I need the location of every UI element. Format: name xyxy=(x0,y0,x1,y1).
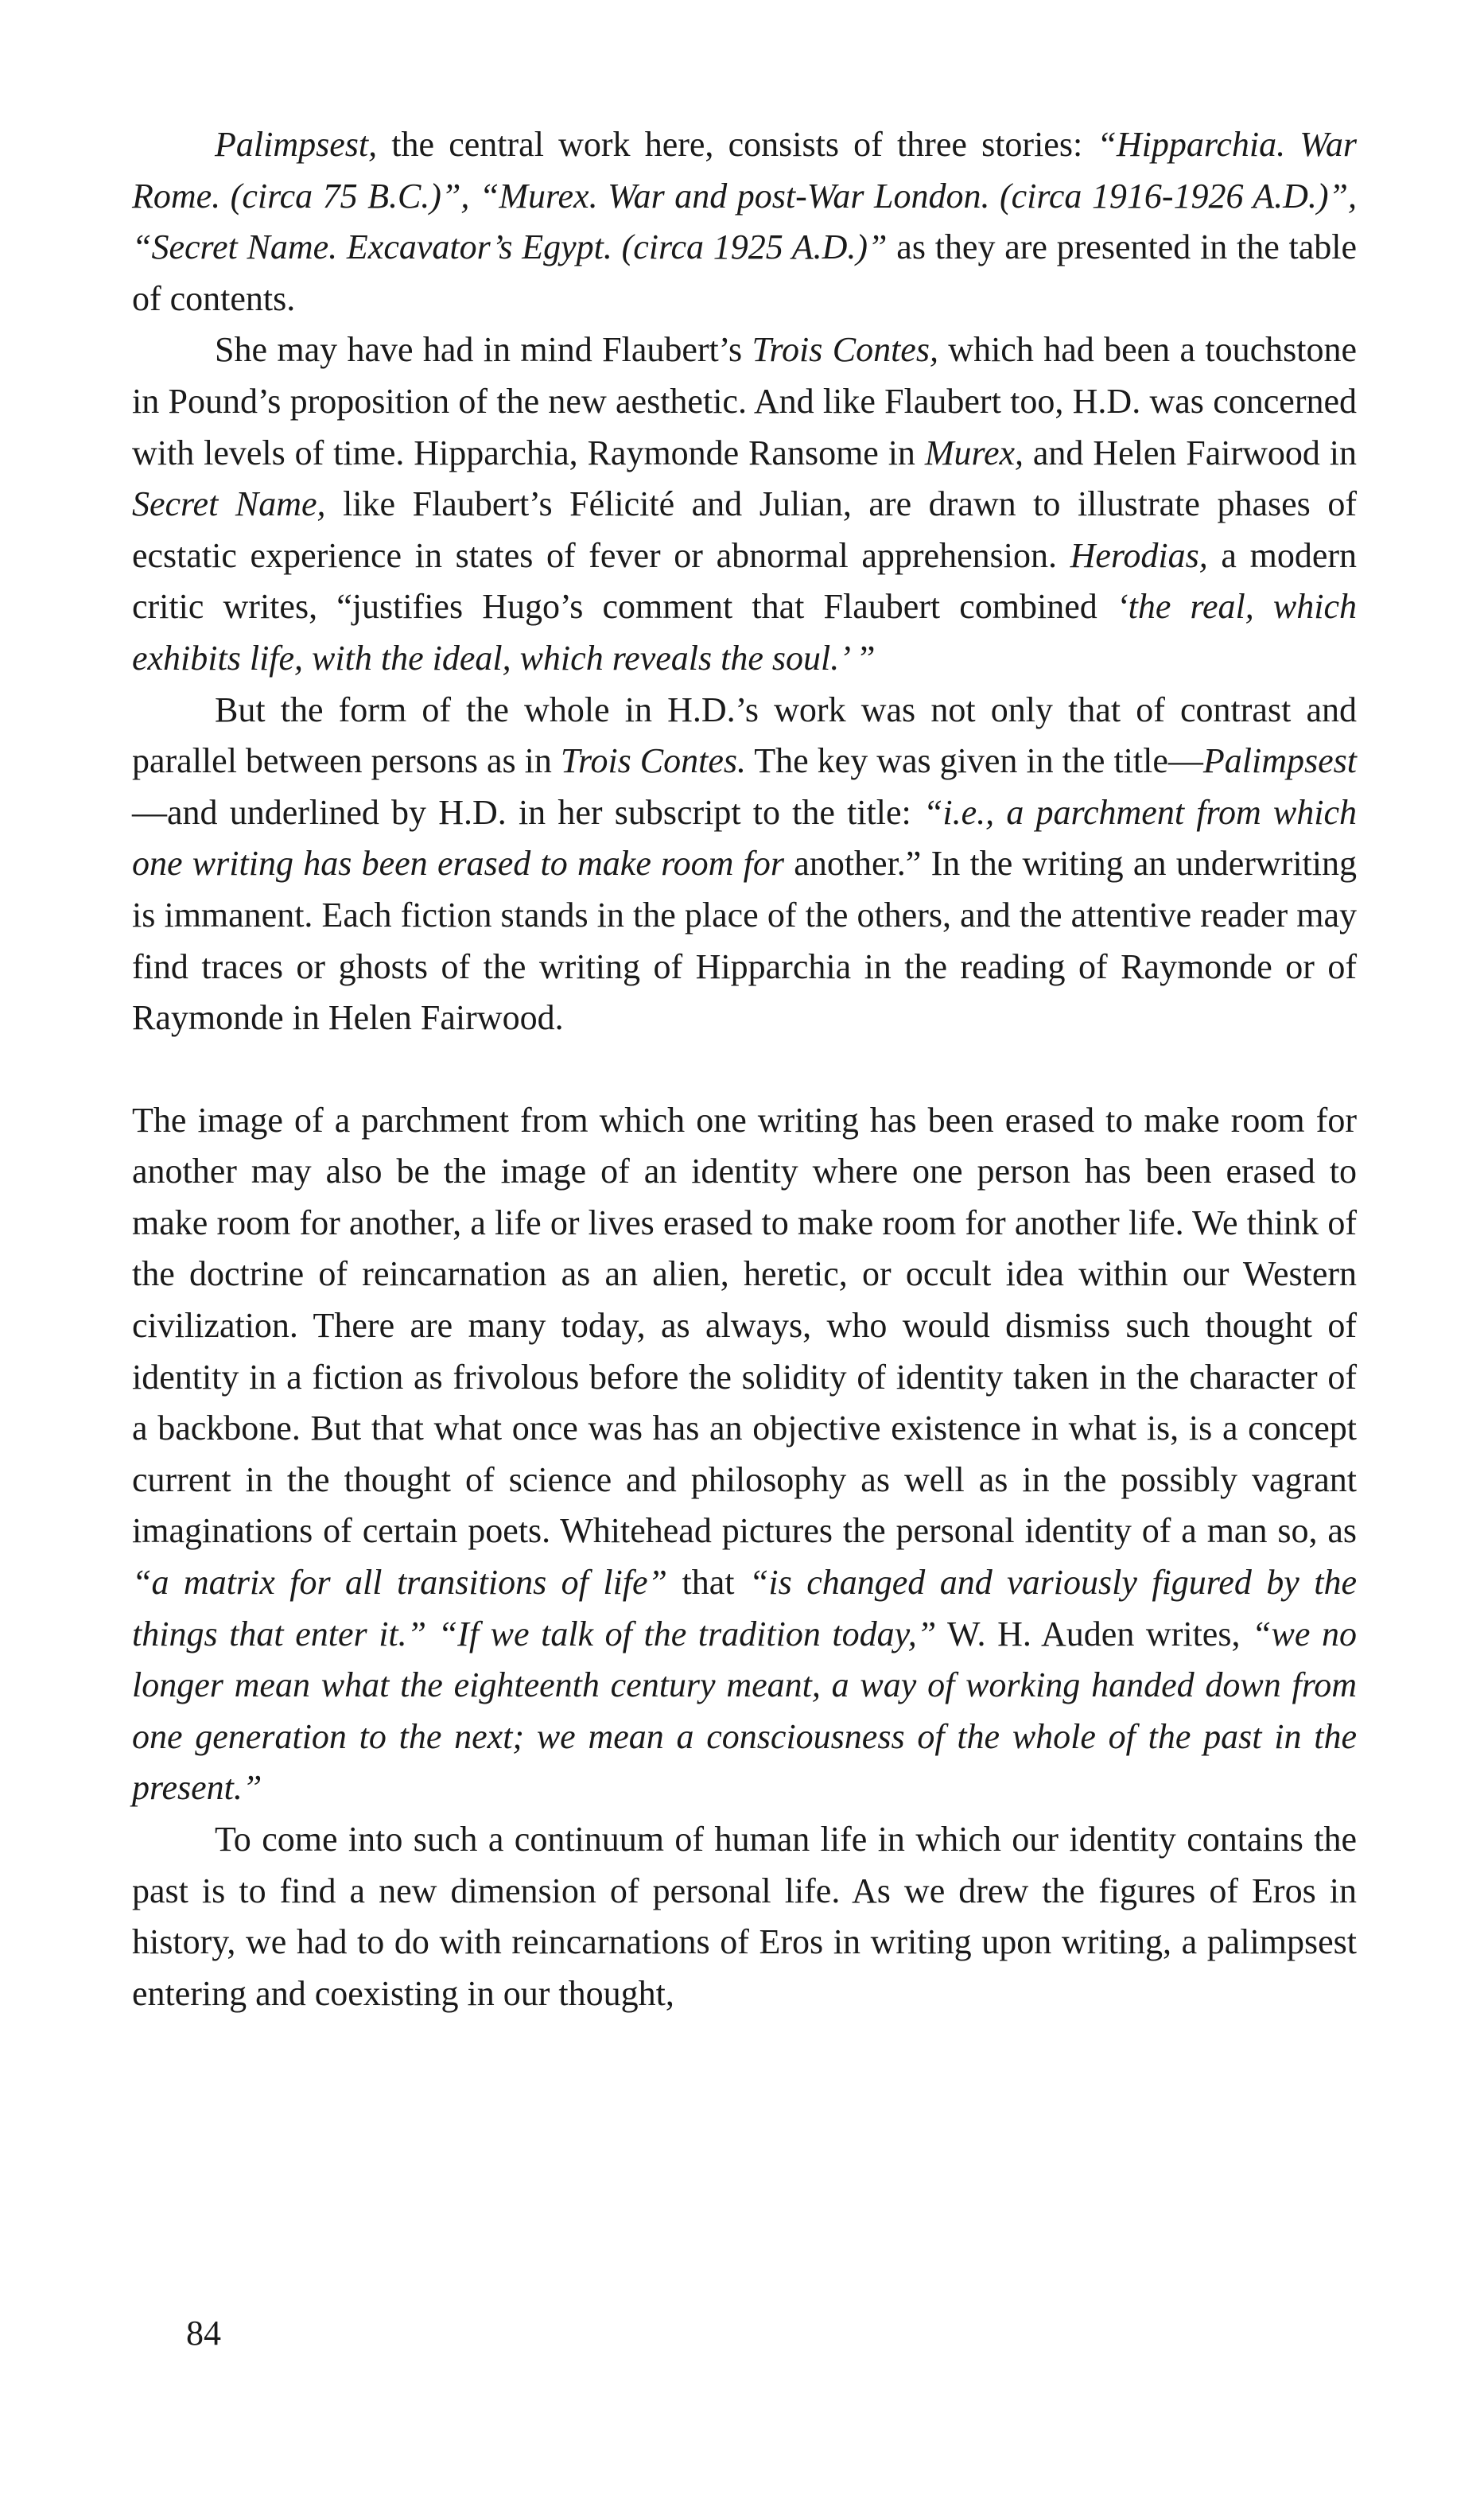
italic-span: Trois Contes, xyxy=(752,330,938,370)
paragraph-flaubert xyxy=(132,324,1357,684)
italic-span: ‘the real, which exhibits life, with the ideal, which reveals the soul.’ xyxy=(132,587,1357,678)
italic-span: “a matrix for all transitions of life” xyxy=(132,1563,668,1603)
italic-span: Palimpsest, xyxy=(215,125,378,164)
paragraph-parchment-image xyxy=(132,1095,1357,1814)
italic-span: Secret Name, xyxy=(132,484,326,524)
italic-span: Herodias, xyxy=(1070,535,1208,575)
text-span: and Helen Fairwood in xyxy=(1024,433,1357,472)
text-span: The key was given in the title— xyxy=(746,741,1203,781)
italic-span: “i.e., a parchment from which one writing has been erased to make room for xyxy=(132,792,1357,884)
text-span: as they are presented in the table of contents. xyxy=(132,227,1357,318)
page-body xyxy=(132,119,1357,2019)
text-span: the central work here, consists of three stories: xyxy=(377,125,1097,164)
section-break xyxy=(132,1044,1357,1095)
text-span: —and underlined by H.D. in her subscript to the title: xyxy=(132,792,923,832)
text-span: another.” In the writing an underwriting is immanent. Each fiction stands in the place of the others, and the attentive reader may find traces or ghosts of the writing of Hipparchia in the reading of Raymonde or of Raymonde in Helen Fairwood. xyxy=(132,844,1358,1038)
italic-span: Palimpsest xyxy=(1202,741,1357,781)
italic-span: Trois Contes. xyxy=(560,741,747,781)
page-number: 84 xyxy=(186,2314,221,2353)
italic-span: “we no longer mean what the eighteenth century meant, a way of working handed down from one generation to the next; we mean a consciousness of the whole of the past in the present.” xyxy=(132,1614,1357,1808)
text-span: a modern critic writes, “justifies Hugo’s comment that Flaubert combined xyxy=(132,535,1358,627)
italic-span: “Hipparchia. War Rome. (circa 75 B.C.)”, “Murex. War and post-War London. (circa 1916-1926 A.D.)”, “Secret Name. Excavator’s Egypt. (circa 1925 A.D.)” xyxy=(132,125,1358,267)
text-span: She may have had in mind Flaubert’s xyxy=(215,330,752,370)
paragraph-form-of-whole xyxy=(132,685,1357,1044)
paragraph-palimpsest-stories xyxy=(132,119,1357,324)
text-span: that xyxy=(667,1563,749,1603)
paragraph-continuum xyxy=(132,1814,1357,2019)
italic-span: “is changed and variously figured by the things that enter it.” “If we talk of the tradition today,” xyxy=(132,1563,1358,1653)
text-span: W. H. Auden writes, xyxy=(936,1614,1253,1653)
text-span: But the form of the whole in H.D.’s work was not only that of contrast and parallel between persons as in xyxy=(132,690,1357,781)
text-span: To come into such a continuum of human life in which our identity contains the past is to find a new dimension of personal life. As we drew the figures of Eros in history, we had to do with reincarnations of Eros in writing upon writing, a palimpsest entering and coexisting in our thought, xyxy=(132,1820,1357,2013)
text-span: ” xyxy=(850,638,876,678)
text-span: The image of a parchment from which one writing has been erased to make room for another may also be the image of an identity where one person has been erased to make room for another, a life or lives erased to make room for another life. We think of the doctrine of reincarnation as an alien, heretic, or occult idea within our Western civilization. There are many today, as always, who would dismiss such thought of identity in a fiction as frivolous before the solidity of identity taken in the character of a backbone. But that what once was has an objective existence in what is, is a concept current in the thought of science and philosophy as well as in the possibly vagrant imaginations of certain poets. Whitehead pictures the personal identity of a man so, as xyxy=(132,1100,1357,1551)
text-span: which had been a touchstone in Pound’s proposition of the new aesthetic. And like Flaubert too, H.D. was concerned with levels of time. Hipparchia, Raymonde Ransome in xyxy=(132,330,1358,472)
italic-span: Murex, xyxy=(924,433,1024,472)
text-span: like Flaubert’s Félicité and Julian, are drawn to illustrate phases of ecstatic experience in states of fever or abnormal apprehension. xyxy=(132,484,1357,575)
